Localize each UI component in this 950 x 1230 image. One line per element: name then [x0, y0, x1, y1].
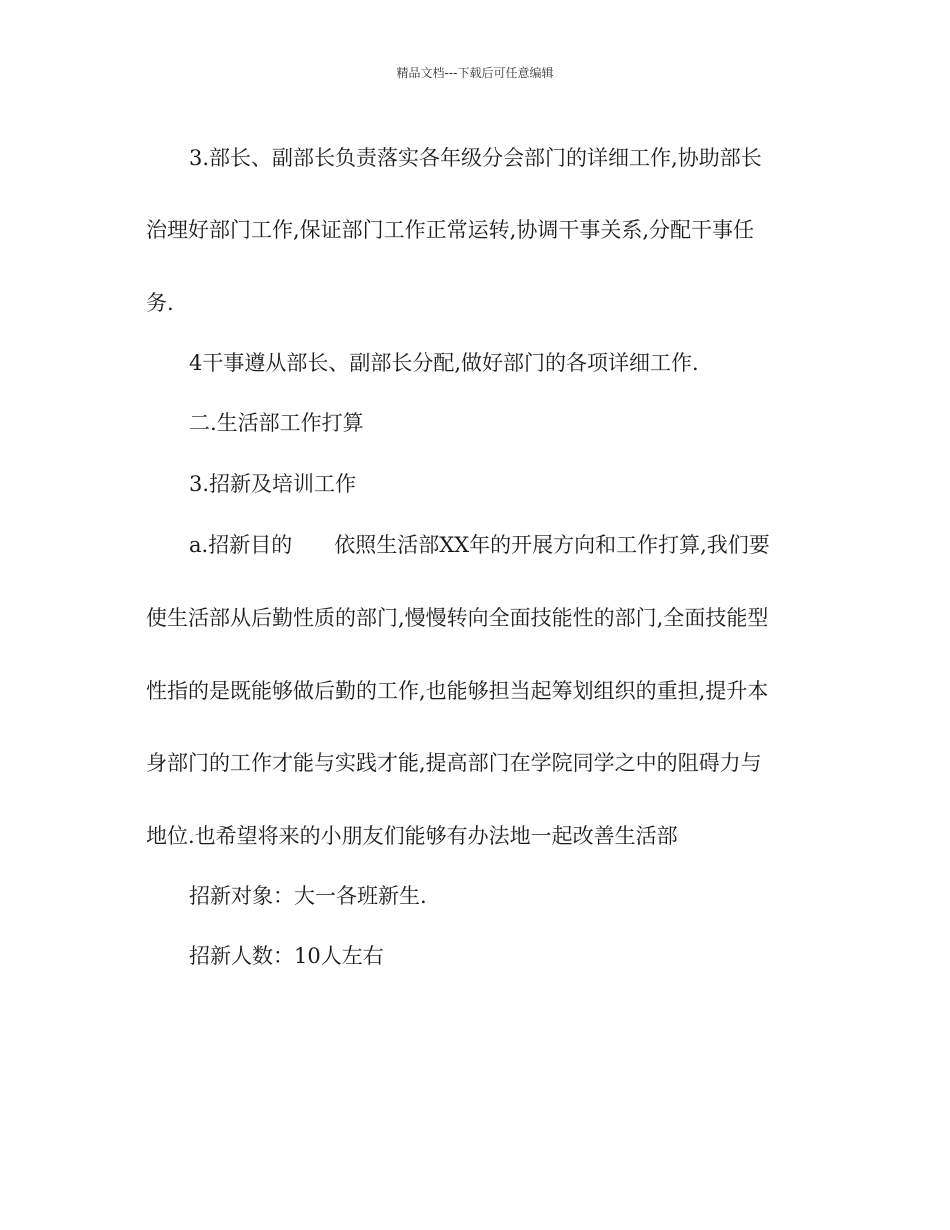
paragraph-line: 性指的是既能够做后勤的工作,也能够担当起筹划组织的重担,提升本: [146, 679, 769, 703]
section-heading: 二.生活部工作打算: [189, 411, 364, 435]
paragraph-line: 3.部长、副部长负责落实各年级分会部门的详细工作,协助部长: [189, 146, 762, 170]
paragraph-line: 务.: [146, 291, 174, 315]
subsection-heading: 3.招新及培训工作: [189, 472, 357, 496]
recruit-target: 招新对象：大一各班新生.: [189, 884, 427, 908]
recruit-count: 招新人数：10人左右: [189, 944, 384, 968]
paragraph-line: a.招新目的 依照生活部XX年的开展方向和工作打算,我们要: [189, 533, 770, 557]
paragraph-line: 治理好部门工作,保证部门工作正常运转,协调干事关系,分配干事任: [146, 218, 755, 242]
paragraph-line: 身部门的工作才能与实践才能,提高部门在学院同学之中的阻碍力与: [146, 751, 762, 775]
page-header: 精品文档---下载后可任意编辑: [396, 66, 554, 80]
paragraph-line: 4干事遵从部长、副部长分配,做好部门的各项详细工作.: [189, 351, 699, 375]
paragraph-line: 使生活部从后勤性质的部门,慢慢转向全面技能性的部门,全面技能型: [146, 606, 769, 630]
paragraph-line: 地位.也希望将来的小朋友们能够有办法地一起改善生活部: [146, 824, 678, 848]
